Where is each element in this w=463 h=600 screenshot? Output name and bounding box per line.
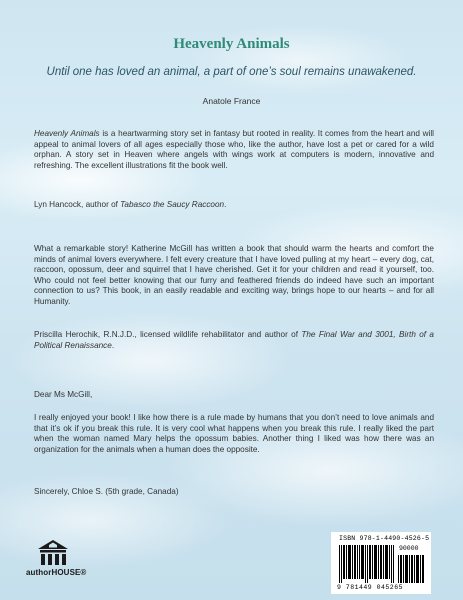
review-1-body: is a heartwarming story set in fantasy but rooted in reality. It comes from the heart and will appeal to animal lovers of all ages especially those who, like the author, have lost a pet or cared for a wild orphan. A story set in Heaven where angels with wings work at computers is modern, innovative and refreshing. The excellent illustrations fit the book well. <box>34 129 434 170</box>
isbn-label: ISBN 978-1-4490-4526-5 <box>339 535 430 542</box>
authorhouse-logo-icon <box>30 537 76 567</box>
review-1-book-title: Heavenly Animals <box>34 129 100 138</box>
review-2-signature: Priscilla Herochik, R.N.J.D., licensed wildlife rehabilitator and author of The Final War and 3001, Birth of a Political Renaissance. <box>34 330 434 350</box>
book-title: Heavenly Animals <box>173 36 290 52</box>
epigraph-author: Anatole France <box>202 96 261 106</box>
review-2-text: What a remarkable story! Katherine McGill has written a book that should warm the hearts and comfort the minds of animal lovers everywhere. I felt every creature that I have loved pulling at my heart – every dog, cat, raccoon, opossum, deer and squirrel that I have cherished. Get it for your children and read it yourself, too. Who could not feel better knowing that our furry and feathered friends do indeed have such an important connection to us? This book, in an easily readable and exciting way, brings hope to our hearts – and for all Humanity. <box>34 244 434 306</box>
review-1-signature: Lyn Hancock, author of Tabasco the Saucy Raccoon. <box>34 200 227 209</box>
letter-greeting: Dear Ms McGill, <box>34 390 93 399</box>
letter-signature: Sincerely, Chloe S. (5th grade, Canada) <box>34 487 179 496</box>
price-barcode-icon <box>398 555 426 583</box>
review-1-text <box>34 129 434 171</box>
ean-barcode-icon <box>339 545 397 583</box>
epigraph-quote: Until one has loved an animal, a part of one’s soul remains unawakened. <box>46 66 417 78</box>
price-code: 90000 <box>399 545 419 552</box>
letter-body: I really enjoyed your book! I like how there is a rule made by humans that you don’t need to love animals and that it’s ok if you break this rule. It is very cool what happens when you break this rule. I really liked the part when the woman named Mary helps the opossum babies. Another thing I liked was how there was an organization for the animals when a human does the opposite. <box>34 413 434 454</box>
publisher-name: authorHOUSE® <box>26 568 87 577</box>
ean-number: 9 781449 045265 <box>337 584 404 591</box>
